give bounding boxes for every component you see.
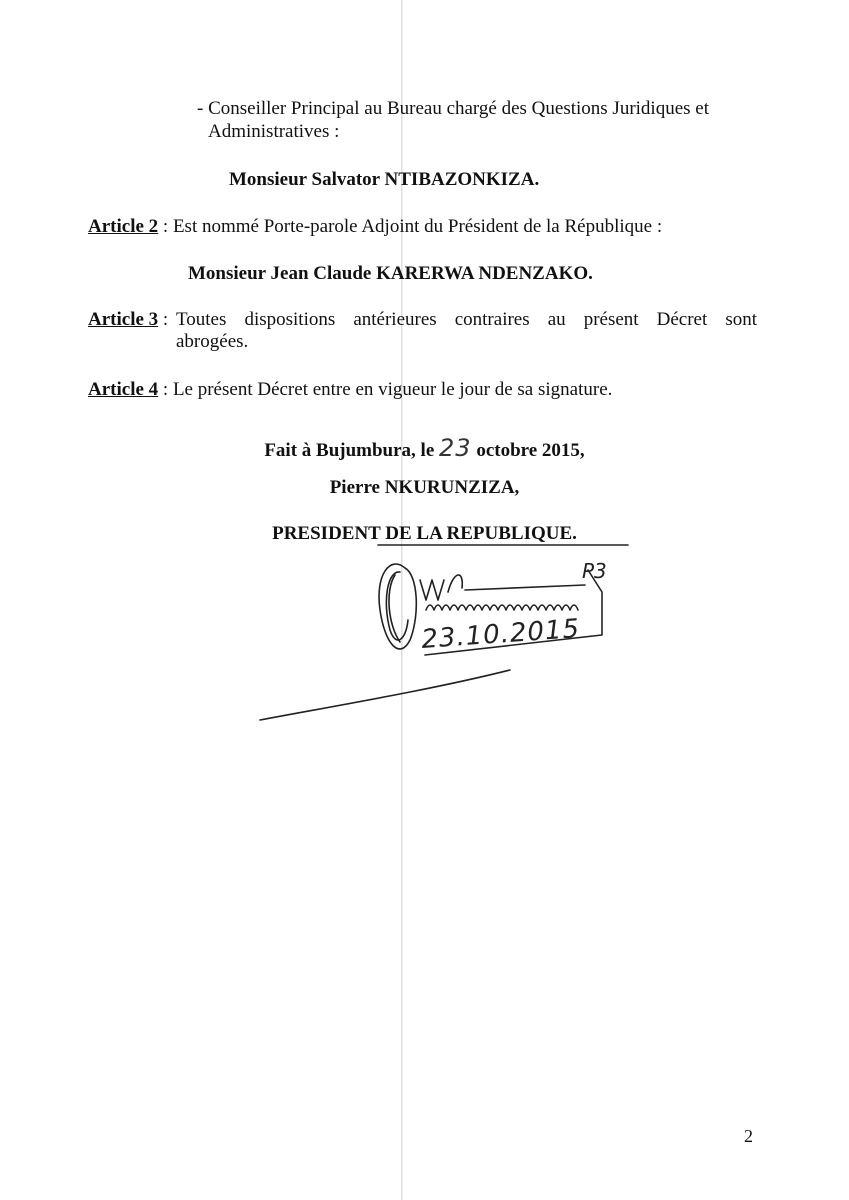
handwritten-day: 23 xyxy=(439,434,472,462)
signature-date: 23.10.2015 xyxy=(420,613,581,655)
signature-dash xyxy=(465,585,585,590)
closing-place-date xyxy=(0,436,849,463)
article-4-label: Article 4 xyxy=(88,379,159,400)
article-4-separator: : xyxy=(158,379,173,400)
signature-image xyxy=(250,530,640,740)
signatory-title: PRESIDENT DE LA REPUBLIQUE. xyxy=(272,523,577,544)
signature-w xyxy=(420,580,444,600)
continuation-line-2: Administratives : xyxy=(208,121,340,142)
signature-tail xyxy=(260,670,510,720)
signature-scribble xyxy=(426,605,578,610)
article-2-label: Article 2 xyxy=(88,216,159,237)
signature-p xyxy=(448,575,462,592)
article-2 xyxy=(88,215,662,239)
closing-place: Fait à Bujumbura, le xyxy=(264,440,435,461)
article-3-text-line-2: abrogées. xyxy=(176,331,249,352)
closing-date-suffix: octobre 2015, xyxy=(476,440,585,461)
article-3-text xyxy=(176,308,757,332)
page-number: 2 xyxy=(744,1126,753,1146)
article-3-text-line-1: Toutes dispositions antérieures contraires au présent Décret sont xyxy=(176,309,757,330)
article-3-label: Article 3 xyxy=(88,309,159,330)
article-4 xyxy=(88,378,612,402)
article-3-separator: : xyxy=(158,309,169,330)
signatory-name: Pierre NKURUNZIZA, xyxy=(329,477,520,498)
appointee-1: Monsieur Salvator NTIBAZONKIZA. xyxy=(229,169,540,190)
signature-initials: P3 xyxy=(582,559,607,583)
signature-loop-outer xyxy=(379,564,416,649)
article-2-text: Est nommé Porte-parole Adjoint du Président de la République : xyxy=(172,216,663,237)
article-3-label-row xyxy=(88,308,168,332)
article-2-separator: : xyxy=(158,216,173,237)
continuation-line-1: - Conseiller Principal au Bureau chargé des Questions Juridiques et xyxy=(197,98,709,119)
appointee-2: Monsieur Jean Claude KARERWA NDENZAKO. xyxy=(188,263,593,284)
article-4-text: Le présent Décret entre en vigueur le jour de sa signature. xyxy=(172,379,613,400)
